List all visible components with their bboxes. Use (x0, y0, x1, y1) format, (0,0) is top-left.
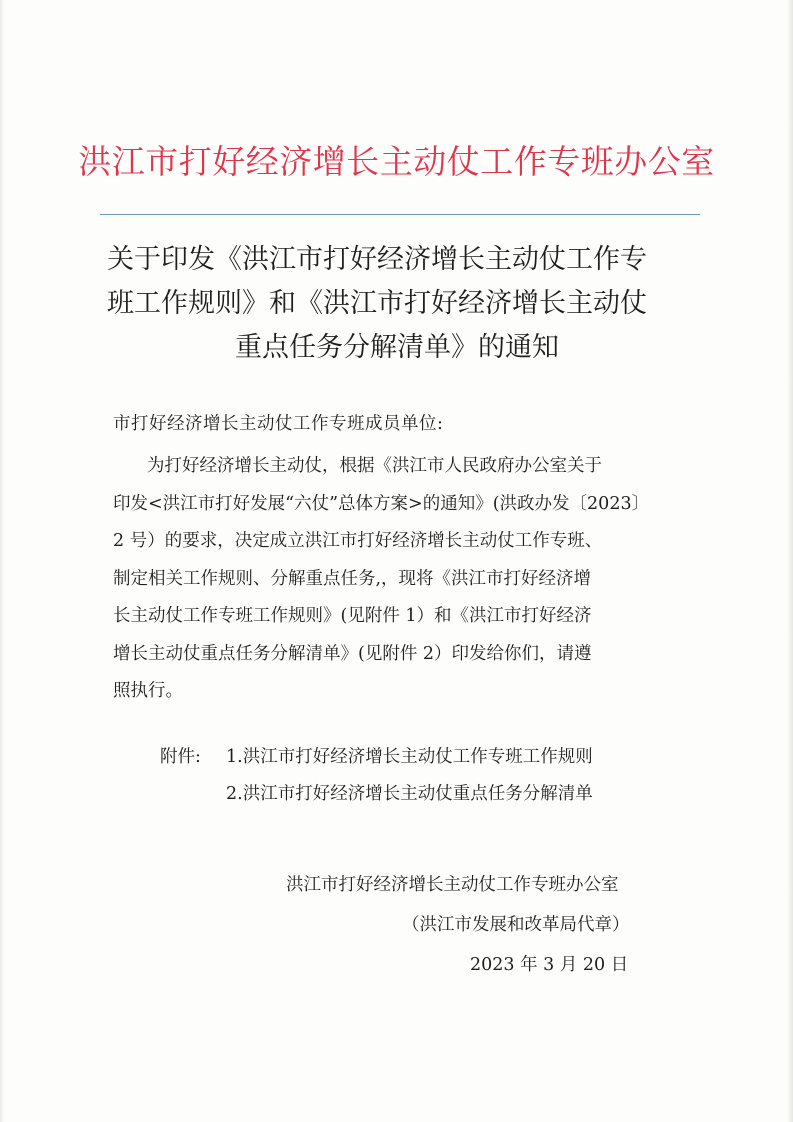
body-line-7: 照执行。 (113, 681, 183, 701)
signature-seal-note: （洪江市发展和改革局代章） (402, 915, 630, 935)
attachment-row-2 (160, 776, 593, 813)
body-line-2: 印发<洪江市打好发展“六仗”总体方案>的通知》(洪政办发〔2023〕 (113, 493, 650, 514)
body-line-5: 长主动仗工作专班工作规则》(见附件 1）和《洪江市打好经济 (113, 606, 592, 626)
attachment-item-1: 1.洪江市打好经济增长主动仗工作专班工作规则 (226, 747, 593, 767)
signature-date: 2023 年 3 月 20 日 (470, 955, 629, 975)
document-title (107, 238, 707, 370)
body-line-3: 2 号）的要求，决定成立洪江市打好经济增长主动仗工作专班、 (113, 531, 603, 551)
attachment-item-2: 2.洪江市打好经济增长主动仗重点任务分解清单 (226, 784, 593, 804)
body-line-4: 制定相关工作规则、分解重点任务,，现将《洪江市打好经济增 (113, 568, 592, 589)
title-line-1: 关于印发《洪江市打好经济增长主动仗工作专 (107, 244, 647, 275)
attachments (160, 739, 593, 813)
attachments-label: 附件: (160, 747, 201, 767)
title-line-2: 班工作规则》和《洪江市打好经济增长主动仗 (107, 288, 647, 319)
signature-org: 洪江市打好经济增长主动仗工作专班办公室 (286, 875, 619, 895)
title-line-3: 重点任务分解清单》的通知 (235, 332, 559, 363)
signature-block (280, 865, 700, 985)
header-rule (100, 214, 700, 215)
body-line-6: 增长主动仗重点任务分解清单》(见附件 2）印发给你们，请遵 (113, 643, 592, 664)
body-line-1: 为打好经济增长主动仗，根据《洪江市人民政府办公室关于 (147, 456, 602, 476)
attachment-row-1 (160, 739, 593, 776)
body-text (113, 448, 713, 711)
issuer-header: 洪江市打好经济增长主动仗工作专班办公室 (78, 142, 715, 181)
recipient: 市打好经济增长主动仗工作专班成员单位: (113, 414, 444, 434)
